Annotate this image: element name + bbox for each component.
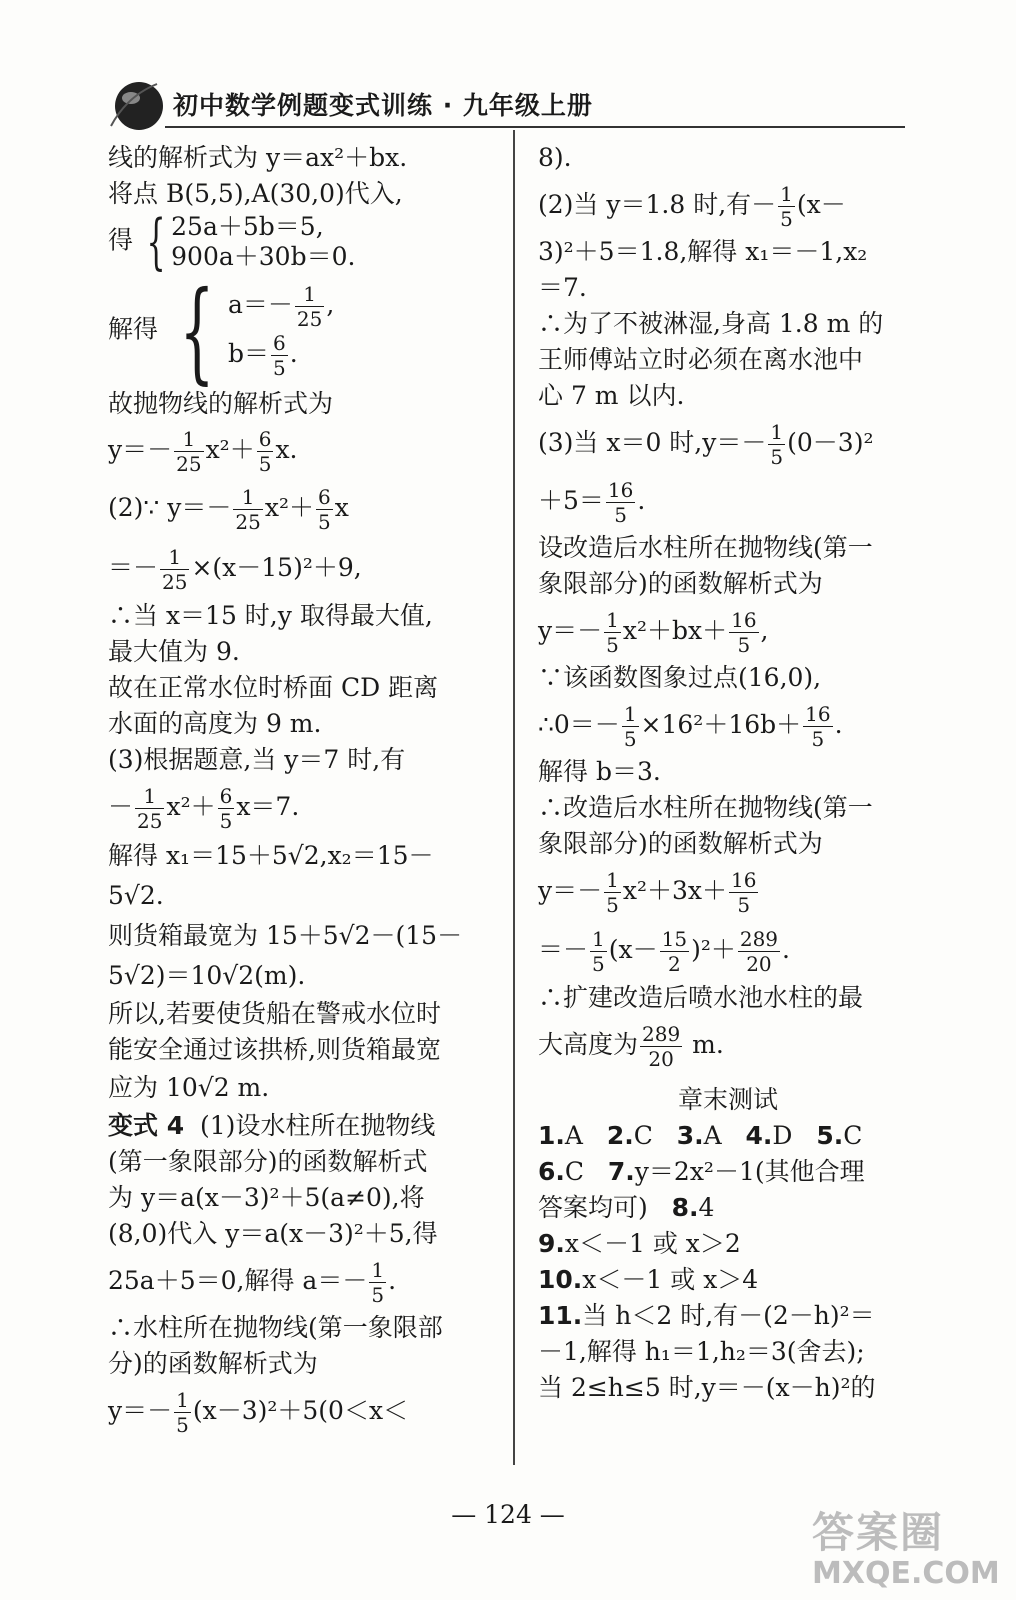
equation-line: [538, 472, 918, 530]
page-number: — 124 —: [451, 1500, 565, 1529]
text-fragment: y＝－: [108, 1396, 173, 1425]
text-fragment: x: [334, 493, 349, 522]
answer-number: 8.: [671, 1193, 699, 1222]
text-line: ∴水柱所在抛物线(第一象限部: [108, 1313, 443, 1342]
text-fragment: (2)当 y＝1.8 时,有－: [538, 190, 777, 219]
numerator: 1: [135, 784, 164, 809]
section-heading: 章末测试: [677, 1085, 778, 1114]
brace-icon: {: [146, 207, 166, 277]
answer-text: x＜－1 或 x＞2: [564, 1229, 741, 1258]
equation-line: [108, 538, 493, 598]
text-fragment: x²＋bx＋: [622, 616, 728, 645]
variant-label: 变式 4: [108, 1111, 185, 1140]
equation-line: [538, 696, 918, 754]
watermark-url: MXQE.COM: [812, 1556, 1000, 1591]
text-line: 象限部分)的函数解析式为: [538, 569, 823, 598]
denominator: 5: [258, 452, 272, 476]
text-line: [108, 1108, 493, 1144]
text-line: －1,解得 h₁＝1,h₂＝3(舍去);: [538, 1337, 865, 1366]
answer-number: 5.: [816, 1121, 844, 1150]
brace-system: [166, 267, 335, 395]
book-title: 初中数学例题变式训练 · 九年级上册: [173, 91, 593, 120]
text-fragment: x²＋: [166, 792, 216, 821]
text-fragment: ×16²＋16b＋: [640, 710, 802, 739]
text-fragment: y＝－: [538, 876, 603, 905]
denominator: 5: [606, 893, 619, 917]
text-fragment: (x－: [608, 935, 658, 964]
numerator: 1: [176, 1388, 189, 1412]
text-fragment: ,: [326, 290, 335, 319]
text-fragment: (0－3)²: [787, 428, 874, 457]
text-fragment: (x－3)²＋5(0＜x＜: [192, 1396, 409, 1425]
answer-text: C: [564, 1157, 585, 1186]
numerator: 1: [295, 282, 324, 307]
denominator: 2: [667, 952, 681, 976]
equation: 25a＋5b＝5,: [171, 212, 324, 241]
left-column: [108, 140, 493, 1440]
numerator: 1: [592, 927, 605, 951]
answer-text: 当 h＜2 时,有－(2－h)²＝: [582, 1301, 875, 1330]
text-line: ∴扩建改造后喷水池水柱的最: [538, 983, 864, 1012]
text-fragment: 得: [108, 225, 134, 255]
text-line: ＝7.: [538, 273, 587, 302]
answer-number: 9.: [538, 1229, 565, 1258]
text-fragment: 大高度为: [538, 1030, 639, 1059]
answers-line: [538, 1298, 918, 1334]
text-line: (3)根据题意,当 y＝7 时,有: [108, 745, 406, 774]
text-fragment: x＝7.: [236, 792, 300, 821]
text-line: 解得 x₁＝15＋5√2,x₂＝15－: [108, 841, 434, 870]
equation-line: [538, 602, 918, 660]
fraction: [160, 545, 189, 594]
answer-number: 4.: [745, 1121, 773, 1150]
fraction: [604, 868, 621, 917]
text-line: ∵该函数图象过点(16,0),: [538, 663, 822, 692]
equation-line: [108, 1382, 493, 1440]
text-fragment: (2)∵ y＝－: [108, 493, 232, 522]
text-fragment: ×(x－15)²＋9,: [191, 553, 362, 582]
denominator: 5: [737, 893, 751, 917]
numerator: 1: [371, 1258, 385, 1282]
text-line: 应为 10√2 m.: [108, 1073, 270, 1102]
numerator: 6: [219, 784, 233, 808]
text-fragment: (x－: [796, 190, 846, 219]
text-fragment: y＝－: [538, 616, 603, 645]
answer-number: 7.: [607, 1157, 635, 1186]
answer-text: 4: [698, 1193, 715, 1222]
answer-number: 11.: [538, 1301, 583, 1330]
watermark-text: 答案圈: [812, 1508, 945, 1557]
denominator: 25: [176, 452, 202, 476]
equation-line: [108, 422, 493, 478]
fraction: [768, 420, 785, 469]
text-line: 所以,若要使货船在警戒水位时: [108, 999, 441, 1028]
numerator: 289: [642, 1022, 681, 1046]
answers-line: [538, 1262, 918, 1298]
fraction: [316, 485, 333, 534]
denominator: 5: [176, 1413, 189, 1437]
numerator: 16: [731, 608, 757, 632]
answer-text: C: [633, 1121, 653, 1150]
denominator: 5: [371, 1283, 385, 1307]
fraction: [803, 702, 832, 751]
fraction: [590, 927, 607, 976]
text-fragment: .: [834, 710, 843, 739]
answers-line: [538, 1118, 918, 1154]
fraction: [295, 282, 324, 331]
equation-line: [538, 1016, 918, 1074]
denominator: 5: [623, 727, 637, 751]
denominator: 5: [606, 633, 619, 657]
answer-text: y＝2x²－1(其他合理: [634, 1157, 865, 1186]
brace-system: [141, 207, 356, 277]
answer-number: 6.: [538, 1157, 565, 1186]
text-line: 则货箱最宽为 15＋5√2－(15－: [108, 921, 463, 950]
text-fragment: x.: [275, 435, 298, 464]
answer-number: 2.: [606, 1121, 634, 1150]
fraction: [271, 331, 288, 380]
fraction: [135, 784, 164, 833]
text-fragment: 25a＋5＝0,解得 a＝－: [108, 1266, 368, 1295]
text-fragment: .: [782, 935, 790, 964]
text-line: 故抛物线的解析式为: [108, 389, 334, 418]
text-line: ∴改造后水柱所在抛物线(第一: [538, 793, 873, 822]
equation: [228, 282, 334, 331]
fraction: [729, 608, 758, 657]
equation: 900a＋30b＝0.: [171, 242, 356, 271]
text-line: 心 7 m 以内.: [538, 381, 685, 410]
fraction: [174, 427, 203, 476]
text-fragment: x²＋: [264, 493, 314, 522]
brace-icon: {: [179, 267, 215, 395]
numerator: 1: [160, 545, 189, 570]
answer-text: C: [843, 1121, 863, 1150]
fraction: [729, 868, 758, 917]
text-fragment: b＝: [227, 339, 269, 368]
fraction: [174, 1388, 191, 1437]
numerator: 6: [272, 331, 286, 355]
text-fragment: ＋5＝: [538, 486, 604, 515]
watermark: [812, 1500, 1002, 1595]
numerator: 289: [739, 927, 779, 951]
text-line: (8,0)代入 y＝a(x－3)²＋5,得: [108, 1219, 438, 1248]
equation-line: [108, 478, 493, 538]
text-fragment: ,: [760, 616, 769, 645]
answer-text: A: [703, 1121, 722, 1150]
text-line: 水面的高度为 9 m.: [108, 709, 322, 738]
page-header: [95, 68, 915, 138]
text-fragment: －: [108, 792, 134, 821]
denominator: 25: [235, 510, 261, 534]
text-line: 设改造后水柱所在抛物线(第一: [538, 533, 873, 562]
right-column: [538, 140, 918, 1406]
text-line: 3)²＋5＝1.8,解得 x₁＝－1,x₂: [538, 237, 868, 266]
answer-text: 答案均可): [538, 1193, 648, 1222]
numerator: 16: [731, 868, 757, 892]
answers-line: [538, 1190, 918, 1226]
fraction: [233, 485, 262, 534]
denominator: 5: [592, 952, 605, 976]
answer-number: 10.: [538, 1265, 583, 1294]
equation-line: [538, 920, 918, 980]
denominator: 5: [737, 633, 751, 657]
text-line: ∴当 x＝15 时,y 取得最大值,: [108, 601, 433, 630]
text-fragment: .: [289, 339, 298, 368]
answer-number: 3.: [676, 1121, 704, 1150]
answers-line: [538, 1226, 918, 1262]
text-line: 故在正常水位时桥面 CD 距离: [108, 673, 439, 702]
text-fragment: (3)当 x＝0 时,y＝－: [538, 428, 767, 457]
text-fragment: m.: [684, 1030, 724, 1059]
column-divider: [513, 130, 515, 1465]
denominator: 25: [162, 570, 188, 594]
answers-line: [538, 1154, 918, 1190]
numerator: 15: [661, 927, 688, 951]
numerator: 1: [606, 608, 619, 632]
fraction: [738, 927, 780, 976]
text-fragment: ＝－: [538, 935, 589, 964]
text-fragment: .: [637, 486, 646, 515]
equation: [228, 331, 334, 380]
numerator: 1: [606, 868, 619, 892]
text-line: (第一象限部分)的函数解析式: [108, 1147, 428, 1176]
denominator: 5: [780, 207, 793, 231]
fraction: [218, 784, 235, 833]
denominator: 25: [137, 809, 163, 833]
text-fragment: 解得: [108, 314, 159, 344]
text-fragment: )²＋: [691, 935, 736, 964]
numerator: 6: [258, 427, 272, 451]
fraction: [604, 608, 621, 657]
text-fragment: ∴0＝－: [538, 710, 620, 739]
equation-line: [108, 778, 493, 836]
text-fragment: (1)设水柱所在抛物线: [200, 1111, 436, 1140]
text-line: 最大值为 9.: [108, 637, 240, 666]
fraction: [640, 1022, 682, 1071]
numerator: 1: [623, 702, 637, 726]
denominator: 5: [770, 445, 784, 469]
text-line: 为 y＝a(x－3)²＋5(a≠0),将: [108, 1183, 425, 1212]
denominator: 5: [219, 809, 233, 833]
answer-text: x＜－1 或 x＞4: [582, 1265, 759, 1294]
answer-text: D: [772, 1121, 793, 1150]
text-fragment: ＝－: [108, 553, 159, 582]
denominator: 20: [648, 1047, 674, 1071]
equation-line: [108, 1252, 493, 1310]
text-fragment: x²＋: [205, 435, 255, 464]
text-line: 当 2≤h≤5 时,y＝－(x－h)²的: [538, 1373, 876, 1402]
solution-system: [108, 267, 493, 395]
globe-logo-icon: [107, 76, 165, 134]
equation-line: [538, 414, 918, 472]
answer-text: A: [564, 1121, 583, 1150]
denominator: 5: [614, 503, 627, 527]
text-line: 王师傅站立时必须在离水池中: [538, 345, 864, 374]
numerator: 1: [770, 420, 784, 444]
text-line: 5√2.: [108, 881, 164, 910]
text-line: 象限部分)的函数解析式为: [538, 829, 823, 858]
text-line: 分)的函数解析式为: [108, 1349, 318, 1378]
numerator: 1: [780, 182, 793, 206]
fraction: [622, 702, 639, 751]
text-line: 解得 b＝3.: [538, 757, 661, 786]
numerator: 16: [607, 478, 634, 502]
text-line: 5√2)＝10√2(m).: [108, 961, 306, 990]
fraction: [606, 478, 635, 527]
numerator: 1: [174, 427, 203, 452]
fraction: [778, 182, 795, 231]
text-fragment: a＝－: [227, 290, 293, 319]
answer-number: 1.: [538, 1121, 565, 1150]
text-line: 能安全通过该拱桥,则货箱最宽: [108, 1035, 441, 1064]
fraction: [369, 1258, 386, 1307]
fraction: [257, 427, 274, 476]
denominator: 5: [811, 727, 825, 751]
text-fragment: .: [388, 1266, 397, 1295]
denominator: 5: [272, 356, 286, 380]
numerator: 1: [233, 485, 262, 510]
header-rule: [165, 126, 905, 128]
denominator: 25: [296, 307, 323, 331]
numerator: 6: [317, 485, 331, 509]
denominator: 5: [317, 510, 331, 534]
equation-line: [538, 862, 918, 920]
text-line: 线的解析式为 y＝ax²＋bx.: [108, 143, 408, 172]
equation-system: [108, 207, 493, 277]
text-line: ∴为了不被淋湿,身高 1.8 m 的: [538, 309, 884, 338]
text-line: 8).: [538, 143, 572, 172]
numerator: 16: [805, 702, 831, 726]
denominator: 20: [746, 952, 772, 976]
text-fragment: y＝－: [108, 435, 173, 464]
text-line: 将点 B(5,5),A(30,0)代入,: [108, 179, 403, 208]
equation-line: [538, 176, 918, 234]
text-fragment: x²＋3x＋: [622, 876, 727, 905]
fraction: [660, 927, 689, 976]
